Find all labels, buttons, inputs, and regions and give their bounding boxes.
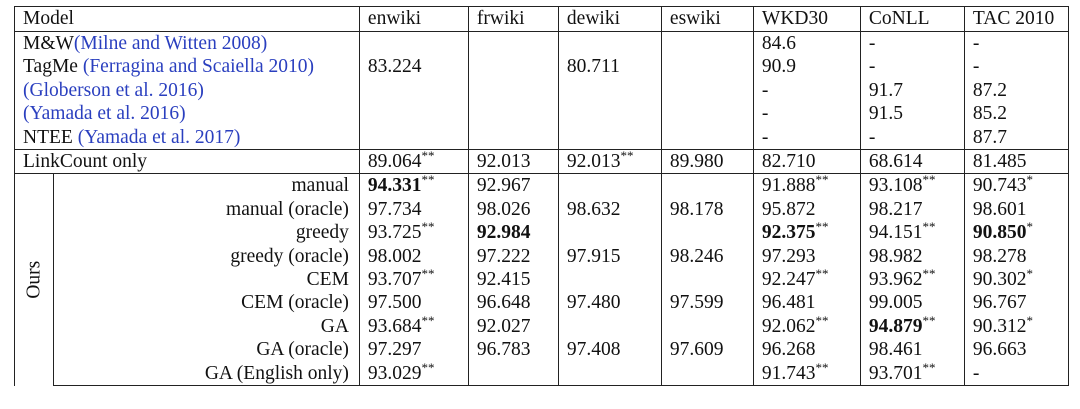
value-cell — [661, 338, 753, 361]
results-table-wrapper — [14, 6, 1069, 386]
value-cell — [558, 221, 661, 244]
value-cell — [558, 291, 661, 314]
value-cell — [558, 362, 661, 386]
header-col: TAC 2010 — [964, 7, 1068, 32]
value: 98.026 — [476, 198, 531, 220]
value: 91.7 — [868, 79, 904, 101]
value: 98.178 — [669, 198, 724, 220]
value: 98.278 — [972, 245, 1027, 267]
significance-marker: * — [1026, 266, 1034, 282]
value-cell — [964, 174, 1068, 198]
value-cell — [661, 79, 753, 102]
value: 97.915 — [566, 245, 621, 267]
value: 91.743 — [761, 362, 816, 384]
value-cell — [661, 150, 753, 174]
value-cell — [468, 221, 558, 244]
method-name-cell — [53, 198, 359, 221]
value-cell — [359, 359, 468, 386]
value-cell — [661, 198, 753, 221]
value: 94.879 — [868, 315, 923, 337]
value: 96.648 — [476, 292, 531, 314]
value: 97.222 — [476, 245, 531, 267]
value-cell — [964, 198, 1068, 221]
significance-marker: ** — [815, 219, 829, 235]
value-cell — [964, 312, 1068, 338]
value-cell — [860, 198, 964, 221]
value: 84.6 — [761, 33, 797, 54]
value-cell — [753, 245, 860, 268]
value-cell — [964, 79, 1068, 102]
header-col: enwiki — [359, 7, 468, 32]
value: 97.609 — [669, 339, 724, 361]
table-row — [15, 32, 1069, 56]
value: 97.408 — [566, 339, 621, 361]
value-cell — [860, 221, 964, 244]
value-cell — [860, 174, 964, 198]
method-name-cell — [53, 221, 359, 244]
table-header — [15, 7, 1069, 32]
value-cell — [468, 150, 558, 174]
value: - — [761, 103, 769, 125]
value-cell — [558, 79, 661, 102]
value-cell — [753, 312, 860, 338]
value-cell — [558, 315, 661, 338]
value: 95.872 — [761, 198, 816, 220]
value-cell — [359, 245, 468, 268]
value-cell — [359, 174, 468, 198]
method-name: greedy (oracle) — [230, 245, 349, 267]
value: 85.2 — [972, 103, 1008, 125]
value: 93.707 — [367, 269, 422, 291]
value-cell — [753, 359, 860, 386]
value: 87.2 — [972, 79, 1008, 101]
method-name: CEM — [306, 269, 349, 291]
value-cell — [753, 79, 860, 102]
value-cell — [860, 338, 964, 361]
significance-marker: * — [1026, 172, 1034, 188]
significance-marker: ** — [922, 172, 936, 188]
value-cell — [468, 338, 558, 361]
value-cell — [860, 79, 964, 102]
value-cell — [661, 126, 753, 150]
table-row — [15, 221, 1069, 244]
value-cell — [860, 312, 964, 338]
value-cell — [468, 102, 558, 125]
value-cell — [661, 362, 753, 386]
value-cell — [964, 221, 1068, 244]
value-cell — [359, 102, 468, 125]
value-cell — [468, 315, 558, 338]
value: 92.027 — [476, 315, 531, 337]
model-name-cell — [15, 32, 360, 56]
significance-marker: ** — [815, 172, 829, 188]
value-cell — [753, 55, 860, 78]
value: 92.013 — [566, 151, 621, 173]
significance-marker: ** — [421, 148, 435, 164]
value-cell — [359, 55, 468, 78]
value: 87.7 — [972, 126, 1008, 148]
model-name-cell — [15, 126, 360, 150]
value: 89.064 — [367, 151, 422, 173]
value: 92.013 — [476, 151, 531, 173]
method-name: GA (oracle) — [256, 339, 349, 361]
value-cell — [661, 315, 753, 338]
header-col: eswiki — [661, 7, 753, 32]
citation-link[interactable]: (Globerson et al. 2016) — [23, 79, 204, 101]
value-cell — [860, 126, 964, 150]
value-cell — [661, 55, 753, 78]
significance-marker: ** — [815, 359, 829, 375]
value-cell — [558, 245, 661, 268]
value-cell — [359, 126, 468, 150]
value-cell — [359, 150, 468, 174]
value: 90.312 — [972, 315, 1027, 337]
significance-marker: ** — [421, 266, 435, 282]
value: 98.246 — [669, 245, 724, 267]
table-row — [15, 174, 1069, 198]
value-cell — [964, 338, 1068, 361]
value-cell — [558, 198, 661, 221]
significance-marker: ** — [922, 266, 936, 282]
significance-marker: ** — [620, 148, 634, 164]
value-cell — [753, 198, 860, 221]
value: 90.302 — [972, 269, 1027, 291]
value: 93.701 — [868, 362, 923, 384]
value-cell — [661, 268, 753, 291]
linkcount-section — [15, 150, 1069, 174]
method-name-cell — [53, 338, 359, 361]
value: 97.297 — [367, 339, 422, 361]
value: 93.725 — [367, 222, 422, 244]
value-cell — [964, 268, 1068, 291]
value-cell — [468, 362, 558, 386]
value: 97.599 — [669, 292, 724, 314]
value-cell — [359, 312, 468, 338]
model-name-cell — [15, 79, 360, 102]
value: 98.601 — [972, 198, 1027, 220]
value: 92.967 — [476, 175, 531, 197]
table-row — [15, 245, 1069, 268]
value-cell — [753, 174, 860, 198]
significance-marker: ** — [922, 359, 936, 375]
value-cell — [860, 32, 964, 56]
value: 93.029 — [367, 362, 422, 384]
value-cell — [753, 268, 860, 291]
value: 90.850 — [972, 222, 1027, 244]
value: - — [761, 79, 769, 101]
model-name: TagMe — [23, 56, 78, 78]
value: 96.663 — [972, 339, 1027, 361]
table-row — [15, 315, 1069, 338]
value-cell — [753, 150, 860, 174]
method-name-cell — [53, 291, 359, 314]
method-name: manual (oracle) — [226, 198, 349, 220]
value-cell — [468, 268, 558, 291]
ours-group-label-cell — [15, 174, 54, 386]
method-name-cell — [53, 245, 359, 268]
method-name: GA — [320, 315, 349, 337]
table-row — [15, 362, 1069, 386]
value: 68.614 — [868, 151, 923, 173]
method-name-cell — [53, 174, 359, 198]
ours-group-label: Ours — [23, 261, 45, 299]
model-name: LinkCount only — [23, 151, 148, 173]
value-cell — [558, 55, 661, 78]
value-cell — [964, 32, 1068, 56]
value: - — [868, 33, 876, 54]
model-name: M&W — [23, 33, 74, 54]
method-name: CEM (oracle) — [241, 292, 349, 314]
value: 82.710 — [761, 151, 816, 173]
value: 93.108 — [868, 175, 923, 197]
table-row — [15, 291, 1069, 314]
value-cell — [860, 102, 964, 125]
ours-section — [15, 174, 1069, 386]
value: 92.375 — [761, 222, 816, 244]
value: 99.005 — [868, 292, 923, 314]
value: 92.062 — [761, 315, 816, 337]
value-cell — [753, 32, 860, 56]
value-cell — [468, 174, 558, 198]
value-cell — [860, 245, 964, 268]
value-cell — [661, 221, 753, 244]
significance-marker: ** — [421, 172, 435, 188]
header-col: WKD30 — [753, 7, 860, 32]
value-cell — [359, 32, 468, 56]
value-cell — [661, 291, 753, 314]
significance-marker: * — [1026, 219, 1034, 235]
citation-link[interactable]: (Yamada et al. 2016) — [23, 103, 186, 125]
significance-marker: ** — [421, 219, 435, 235]
value: 81.485 — [972, 151, 1027, 173]
method-name: greedy — [295, 222, 349, 244]
prior-work-section — [15, 32, 1069, 150]
value-cell — [558, 268, 661, 291]
table-row — [15, 55, 1069, 78]
value: 97.734 — [367, 198, 422, 220]
value: 96.481 — [761, 292, 816, 314]
method-name-cell — [53, 362, 359, 386]
table-row — [15, 268, 1069, 291]
significance-marker: ** — [815, 266, 829, 282]
value-cell — [359, 268, 468, 291]
header-col: CoNLL — [860, 7, 964, 32]
table-row — [15, 150, 1069, 174]
value-cell — [359, 338, 468, 361]
value: - — [972, 362, 980, 384]
value-cell — [558, 126, 661, 150]
value-cell — [359, 291, 468, 314]
value-cell — [753, 338, 860, 361]
value: 91.888 — [761, 175, 816, 197]
method-name-cell — [53, 268, 359, 291]
value-cell — [964, 55, 1068, 78]
value-cell — [753, 102, 860, 125]
value-cell — [964, 362, 1068, 386]
model-name-cell — [15, 102, 360, 125]
value: 96.767 — [972, 292, 1027, 314]
value: 96.783 — [476, 339, 531, 361]
value: 94.151 — [868, 222, 923, 244]
significance-marker: ** — [815, 312, 829, 328]
value-cell — [468, 245, 558, 268]
citation-link[interactable]: (Yamada et al. 2017) — [77, 126, 241, 148]
value: 92.247 — [761, 269, 816, 291]
value-cell — [558, 338, 661, 361]
model-name-cell — [15, 150, 360, 174]
value-cell — [468, 198, 558, 221]
value: 92.415 — [476, 269, 531, 291]
value: 83.224 — [367, 56, 422, 78]
significance-marker: * — [1026, 312, 1034, 328]
value-cell — [860, 268, 964, 291]
value: 97.293 — [761, 245, 816, 267]
value-cell — [661, 174, 753, 198]
value-cell — [860, 55, 964, 78]
value: - — [868, 126, 876, 148]
value: 91.5 — [868, 103, 904, 125]
table-row — [15, 79, 1069, 102]
table-row — [15, 102, 1069, 125]
value: 93.684 — [367, 315, 422, 337]
value: 97.480 — [566, 292, 621, 314]
header-model: Model — [15, 7, 360, 32]
value-cell — [753, 126, 860, 150]
value: 90.9 — [761, 56, 797, 78]
value: 98.461 — [868, 339, 923, 361]
value-cell — [860, 359, 964, 386]
value: 98.002 — [367, 245, 422, 267]
value-cell — [359, 198, 468, 221]
value-cell — [661, 32, 753, 56]
significance-marker: ** — [421, 359, 435, 375]
citation-link[interactable]: (Ferragina and Scaiella 2010) — [82, 56, 315, 78]
value-cell — [964, 102, 1068, 125]
value-cell — [359, 79, 468, 102]
value: 93.962 — [868, 269, 923, 291]
value-cell — [468, 55, 558, 78]
header-col: frwiki — [468, 7, 558, 32]
value: 90.743 — [972, 175, 1027, 197]
table-row — [15, 198, 1069, 221]
value: - — [868, 56, 876, 78]
table-row — [15, 126, 1069, 150]
value: 89.980 — [669, 151, 724, 173]
value: 98.632 — [566, 198, 621, 220]
method-name-cell — [53, 315, 359, 338]
table-row — [15, 338, 1069, 361]
value-cell — [359, 221, 468, 244]
value: - — [972, 33, 980, 54]
value-cell — [468, 79, 558, 102]
value-cell — [468, 291, 558, 314]
value-cell — [558, 150, 661, 174]
value: 80.711 — [566, 56, 620, 78]
results-table — [14, 6, 1069, 386]
model-name: NTEE — [23, 126, 73, 148]
value: 98.982 — [868, 245, 923, 267]
value-cell — [964, 245, 1068, 268]
value-cell — [753, 291, 860, 314]
value: 92.984 — [476, 222, 531, 244]
value-cell — [860, 291, 964, 314]
model-name-cell — [15, 55, 360, 78]
value-cell — [964, 291, 1068, 314]
value: 94.331 — [367, 175, 422, 197]
citation-link[interactable]: (Milne and Witten 2008) — [73, 33, 268, 54]
header-col: dewiki — [558, 7, 661, 32]
value: 97.500 — [367, 292, 422, 314]
value: 96.268 — [761, 339, 816, 361]
value-cell — [964, 126, 1068, 150]
method-name: manual — [291, 175, 349, 197]
value-cell — [558, 102, 661, 125]
header-row — [15, 7, 1069, 32]
method-name: GA (English only) — [204, 362, 349, 384]
significance-marker: ** — [922, 219, 936, 235]
value-cell — [558, 174, 661, 198]
value-cell — [558, 32, 661, 56]
value-cell — [468, 126, 558, 150]
value-cell — [661, 102, 753, 125]
value: - — [972, 56, 980, 78]
value-cell — [753, 221, 860, 244]
significance-marker: ** — [421, 312, 435, 328]
significance-marker: ** — [922, 312, 936, 328]
value-cell — [860, 150, 964, 174]
value-cell — [661, 245, 753, 268]
value: - — [761, 126, 769, 148]
value-cell — [964, 150, 1068, 174]
value-cell — [468, 32, 558, 56]
value: 98.217 — [868, 198, 923, 220]
